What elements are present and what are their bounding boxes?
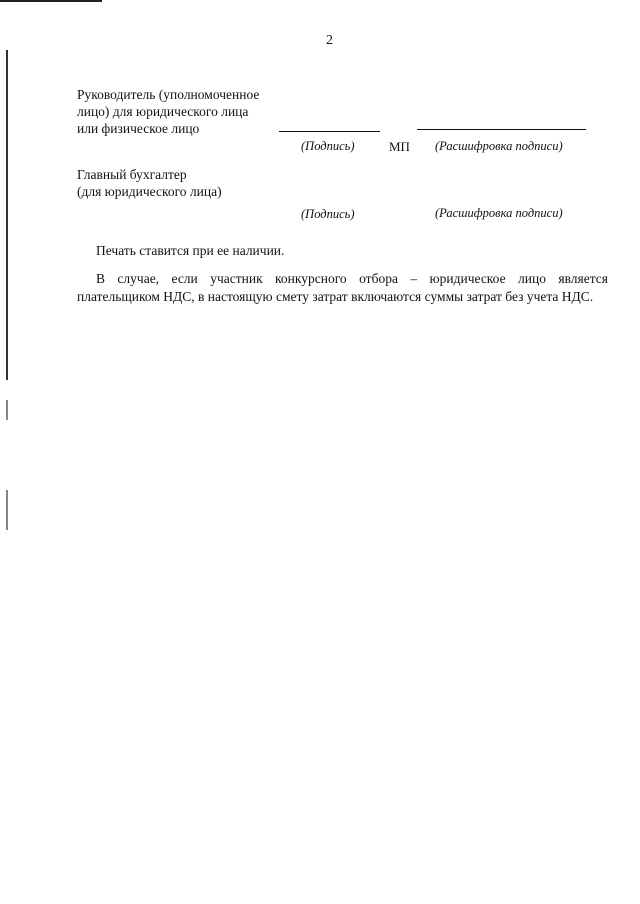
decoding-label: (Расшифровка подписи) <box>435 206 563 220</box>
accountant-title-line-1: Главный бухгалтер <box>77 167 187 182</box>
accountant-title-line-2: (для юридического лица) <box>77 184 222 199</box>
scan-edge-fragment <box>6 400 8 420</box>
head-title-line-1: Руководитель (уполномоченное <box>77 87 260 102</box>
decoding-label: (Расшифровка подписи) <box>435 139 563 153</box>
decoding-line <box>417 129 586 130</box>
signature-label: (Подпись) <box>301 139 355 153</box>
seal-note: Печать ставится при ее наличии. <box>96 243 285 258</box>
stamp-label: МП <box>389 139 410 154</box>
accountant-title-block <box>77 166 222 200</box>
head-title-line-3: или физическое лицо <box>77 121 200 136</box>
head-title-block <box>77 86 259 137</box>
scan-edge-fragment <box>6 490 8 530</box>
vat-note: В случае, если участник конкурсного отбора – юридическое лицо является плательщиком НДС, в настоящую смету затрат включаются суммы затрат без учета НДС. <box>77 271 608 304</box>
scan-edge-line <box>0 0 102 2</box>
signature-label: (Подпись) <box>301 207 355 221</box>
page-number: 2 <box>326 33 333 48</box>
signature-line <box>279 131 380 132</box>
scan-edge-left <box>6 50 8 380</box>
head-title-line-2: лицо) для юридического лица <box>77 104 249 119</box>
